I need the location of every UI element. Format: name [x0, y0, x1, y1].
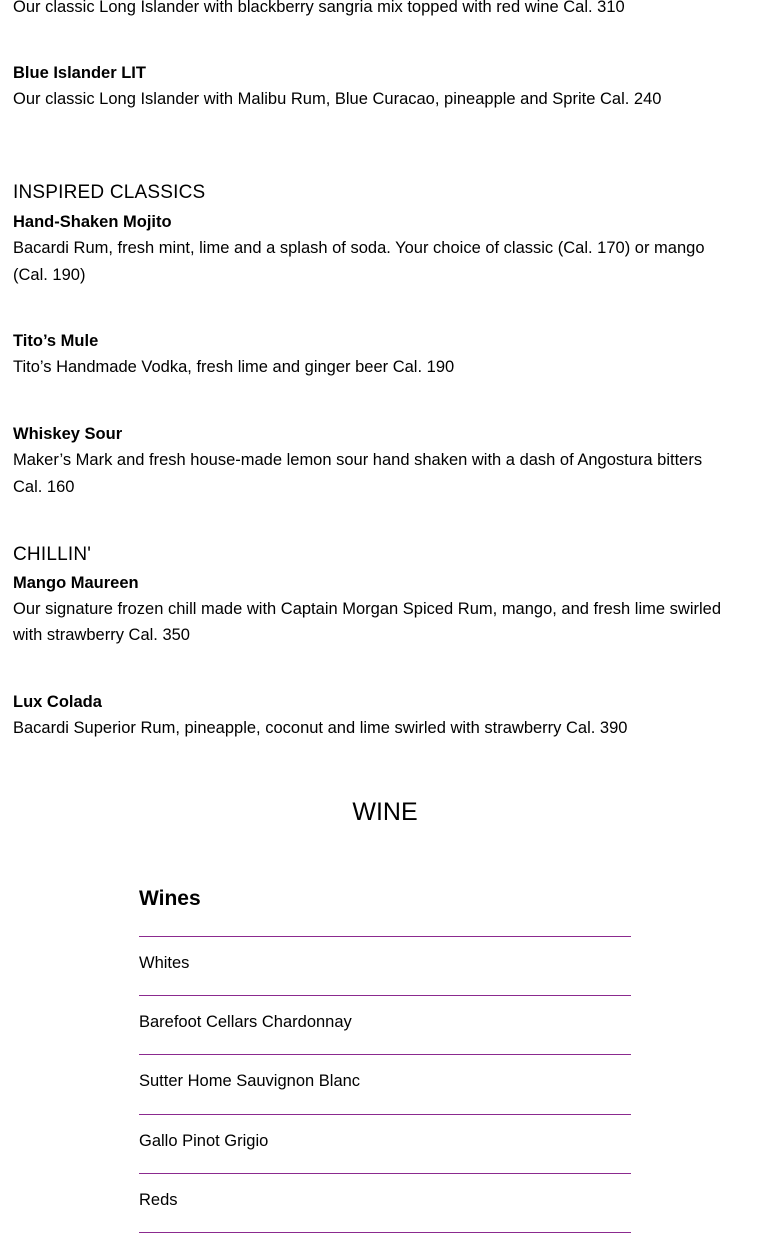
titos-mule-description: Tito’s Handmade Vodka, fresh lime and ginger beer Cal. 190 — [13, 358, 455, 376]
wine-row-sutter-home-sauvignon-blanc[interactable]: Sutter Home Sauvignon Blanc — [139, 1072, 361, 1090]
wine-list — [139, 885, 631, 1245]
wine-divider — [139, 1054, 631, 1055]
sangria-islander-description: Our classic Long Islander with blackberry sangria mix topped with red wine Cal. 310 — [13, 0, 625, 16]
inspired-classics-heading: INSPIRED CLASSICS — [13, 182, 206, 203]
wine-divider — [139, 1173, 631, 1174]
wine-row-reds[interactable]: Reds — [139, 1191, 178, 1209]
mango-maureen-description-line2: with strawberry Cal. 350 — [13, 626, 190, 644]
whiskey-sour-name: Whiskey Sour — [13, 425, 123, 443]
wine-divider — [139, 1232, 631, 1233]
wine-row-barefoot-chardonnay[interactable]: Barefoot Cellars Chardonnay — [139, 1013, 352, 1031]
whiskey-sour-description-line1: Maker’s Mark and fresh house-made lemon sour hand shaken with a dash of Angostura bitters — [13, 451, 703, 469]
titos-mule-name: Tito’s Mule — [13, 332, 99, 350]
wine-row-whites[interactable]: Whites — [139, 954, 190, 972]
mojito-name: Hand-Shaken Mojito — [13, 213, 172, 231]
wine-divider — [139, 995, 631, 996]
blue-islander-name: Blue Islander LIT — [13, 64, 146, 82]
wine-divider — [139, 1114, 631, 1115]
lux-colada-name: Lux Colada — [13, 693, 102, 711]
wine-row-gallo-pinot-grigio[interactable]: Gallo Pinot Grigio — [139, 1132, 269, 1150]
mojito-description-line1: Bacardi Rum, fresh mint, lime and a splash of soda. Your choice of classic (Cal. 170) or mango — [13, 239, 705, 257]
chillin-heading: CHILLIN' — [13, 544, 92, 565]
wine-divider — [139, 936, 631, 937]
lux-colada-description: Bacardi Superior Rum, pineapple, coconut and lime swirled with strawberry Cal. 390 — [13, 719, 628, 737]
wine-section-title: WINE — [352, 798, 418, 826]
blue-islander-description: Our classic Long Islander with Malibu Rum, Blue Curacao, pineapple and Sprite Cal. 240 — [13, 90, 662, 108]
whiskey-sour-description-line2: Cal. 160 — [13, 478, 75, 496]
mojito-description-line2: (Cal. 190) — [13, 266, 86, 284]
mango-maureen-name: Mango Maureen — [13, 574, 139, 592]
wines-heading: Wines — [139, 887, 201, 910]
mango-maureen-description-line1: Our signature frozen chill made with Captain Morgan Spiced Rum, mango, and fresh lime swirled — [13, 600, 721, 618]
